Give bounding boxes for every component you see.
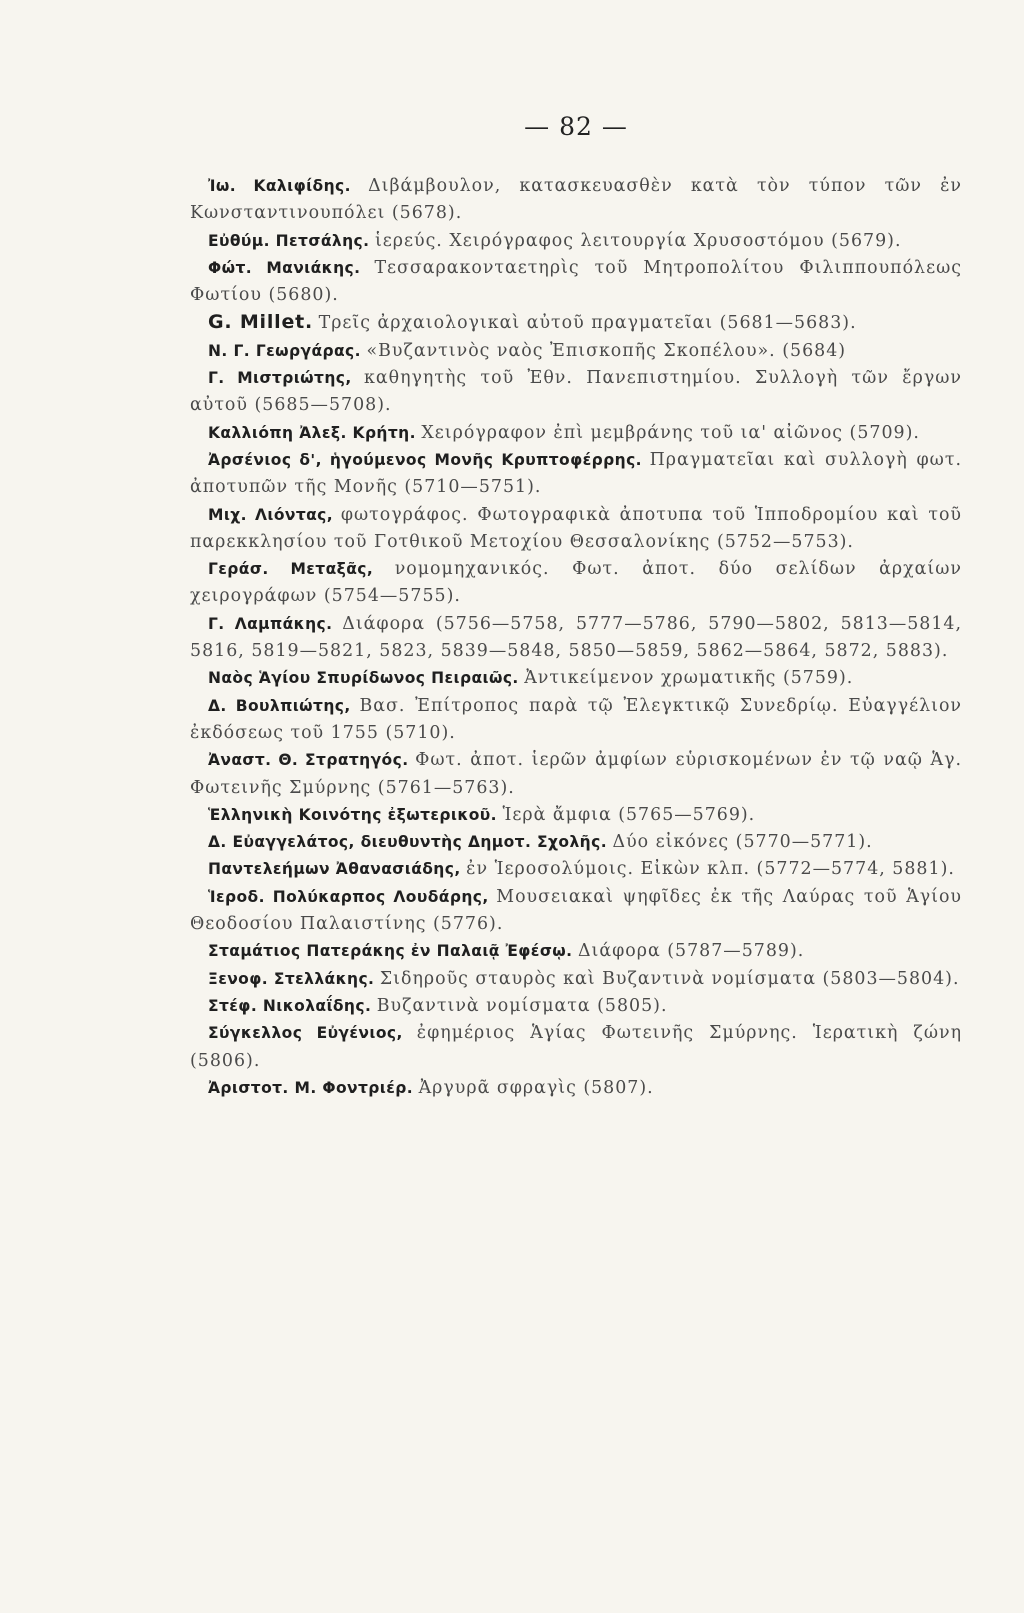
- entry-description: Ἱερὰ ἄμφια (5765—5769).: [502, 804, 756, 825]
- list-item: [190, 228, 962, 255]
- donor-name: Ἰω. Καλιφίδης.: [208, 177, 351, 195]
- list-item: [190, 447, 962, 502]
- entry-description: Χειρόγραφον ἐπὶ μεμβράνης τοῦ ια' αἰῶνος (5709).: [421, 422, 920, 443]
- list-item: [190, 884, 962, 939]
- list-item: [190, 365, 962, 420]
- donor-name: Μιχ. Λιόντας,: [208, 505, 334, 524]
- entry-description: ἱερεύς. Χειρόγραφος λειτουργία Χρυσοστόμου (5679).: [374, 230, 902, 251]
- entry-description: φωτογράφος. Φωτογραφικὰ ἀποτυπα τοῦ Ἱπποδρομίου καὶ τοῦ παρεκκλησίου τοῦ Γοτθικοῦ Μετοχίου Θεσσαλονίκης (5752—5753).: [190, 504, 962, 552]
- list-item: [190, 938, 962, 965]
- donor-name: Ἱεροδ. Πολύκαρπος Λουδάρης,: [208, 887, 489, 906]
- donor-name: G. Millet.: [208, 311, 314, 334]
- list-item: [190, 829, 962, 856]
- donor-name: Ν. Γ. Γεωργάρας.: [208, 341, 361, 360]
- entry-description: Ἀργυρᾶ σφραγὶς (5807).: [418, 1077, 654, 1098]
- entry-description: Ἀντικείμενον χρωματικῆς (5759).: [524, 668, 854, 689]
- entry-description: Τεσσαρακονταετηρὶς τοῦ Μητροπολίτου Φιλιππουπόλεως Φωτίου (5680).: [190, 257, 963, 306]
- list-item: [190, 966, 962, 993]
- donor-name: Παντελεήμων Ἀθανασιάδης,: [208, 860, 461, 879]
- entry-description: Μουσειακαὶ ψηφῖδες ἐκ τῆς Λαύρας τοῦ Ἁγίου Θεοδοσίου Παλαιστίνης (5776).: [190, 886, 963, 935]
- list-item: [190, 665, 962, 692]
- donor-name: Γεράσ. Μεταξᾶς,: [208, 560, 374, 579]
- donor-name: Δ. Εὐαγγελάτος, διευθυντὴς Δημοτ. Σχολῆς.: [208, 833, 607, 852]
- donor-name: Γ. Λαμπάκης.: [208, 614, 333, 633]
- entry-description: Διάφορα (5787—5789).: [578, 941, 805, 962]
- list-item: [190, 338, 962, 365]
- donor-name: Ἑλληνικὴ Κοινότης ἐξωτερικοῦ.: [208, 805, 497, 824]
- list-item: [190, 502, 962, 557]
- list-item: [190, 693, 962, 748]
- donor-name: Ἀναστ. Θ. Στρατηγός.: [208, 751, 409, 770]
- entry-description: ἐν Ἱεροσολύμοις. Εἰκὼν κλπ. (5772—5774, 5881).: [466, 859, 955, 880]
- entry-description: Διάφορα (5756—5758, 5777—5786, 5790—5802, 5813—5814, 5816, 5819—5821, 5823, 5839—5848, 5850—5859, 5862—5864, 5872, 5883).: [190, 613, 962, 662]
- entry-list: [190, 173, 962, 1102]
- entry-description: Βασ. Ἐπίτροπος παρὰ τῷ Ἐλεγκτικῷ Συνεδρίῳ. Εὐαγγέλιον ἐκδόσεως τοῦ 1755 (5710).: [190, 695, 962, 743]
- document-page: [190, 112, 962, 1102]
- list-item: [190, 255, 962, 310]
- donor-name: Φώτ. Μανιάκης.: [208, 258, 361, 277]
- entry-description: Τρεῖς ἀρχαιολογικαὶ αὐτοῦ πραγματεῖαι (5681—5683).: [318, 313, 857, 334]
- entry-description: Δύο εἰκόνες (5770—5771).: [612, 832, 873, 853]
- donor-name: Ἀρσένιος δ', ἡγούμενος Μονῆς Κρυπτοφέρρης.: [208, 450, 642, 469]
- donor-name: Δ. Βουλπιώτης,: [208, 696, 351, 715]
- entry-description: Σιδηροῦς σταυρὸς καὶ Βυζαντινὰ νομίσματα (5803—5804).: [379, 968, 960, 989]
- entry-description: καθηγητὴς τοῦ Ἐθν. Πανεπιστημίου. Συλλογὴ τῶν ἔργων αὐτοῦ (5685—5708).: [190, 368, 962, 416]
- donor-name: Εὐθύμ. Πετσάλης.: [208, 231, 370, 250]
- entry-description: Διβάμβουλον, κατασκευασθὲν κατὰ τὸν τύπον τῶν ἐν Κωνσταντινουπόλει (5678).: [190, 176, 962, 224]
- list-item: [190, 309, 962, 337]
- donor-name: Σύγκελλος Εὐγένιος,: [208, 1024, 403, 1043]
- donor-name: Σταμάτιος Πατεράκης ἐν Παλαιᾷ Ἐφέσῳ.: [208, 942, 573, 961]
- list-item: [190, 1020, 962, 1075]
- list-item: [190, 747, 962, 802]
- donor-name: Ναὸς Ἁγίου Σπυρίδωνος Πειραιῶς.: [208, 669, 519, 688]
- entry-description: Φωτ. ἀποτ. ἱερῶν ἀμφίων εὑρισκομένων ἐν τῷ ναῷ Ἁγ. Φωτεινῆς Σμύρνης (5761—5763).: [190, 750, 962, 798]
- list-item: [190, 556, 962, 611]
- list-item: [190, 802, 962, 829]
- list-item: [190, 1075, 962, 1102]
- entry-description: «Βυζαντινὸς ναὸς Ἐπισκοπῆς Σκοπέλου». (5684): [366, 340, 847, 361]
- entry-description: Πραγματεῖαι καὶ συλλογὴ φωτ. ἀποτυπῶν τῆς Μονῆς (5710—5751).: [190, 449, 962, 498]
- list-item: [190, 173, 962, 228]
- page-number: — 82 —: [524, 112, 628, 141]
- donor-name: Γ. Μιστριώτης,: [208, 369, 352, 388]
- donor-name: Ἀριστοτ. Μ. Φοντριέρ.: [208, 1078, 414, 1097]
- list-item: [190, 611, 962, 666]
- entry-description: ἐφημέριος Ἁγίας Φωτεινῆς Σμύρνης. Ἱερατικὴ ζώνη (5806).: [190, 1023, 962, 1071]
- entry-description: Βυζαντινὰ νομίσματα (5805).: [376, 995, 668, 1016]
- list-item: [190, 993, 962, 1020]
- entry-description: νομομηχανικός. Φωτ. ἀποτ. δύο σελίδων ἀρχαίων χειρογράφων (5754—5755).: [190, 559, 962, 607]
- list-item: [190, 856, 962, 883]
- list-item: [190, 420, 962, 447]
- donor-name: Στέφ. Νικολαΐδης.: [208, 996, 372, 1015]
- donor-name: Καλλιόπη Ἀλεξ. Κρήτη.: [208, 423, 416, 442]
- donor-name: Ξενοφ. Στελλάκης.: [208, 969, 375, 988]
